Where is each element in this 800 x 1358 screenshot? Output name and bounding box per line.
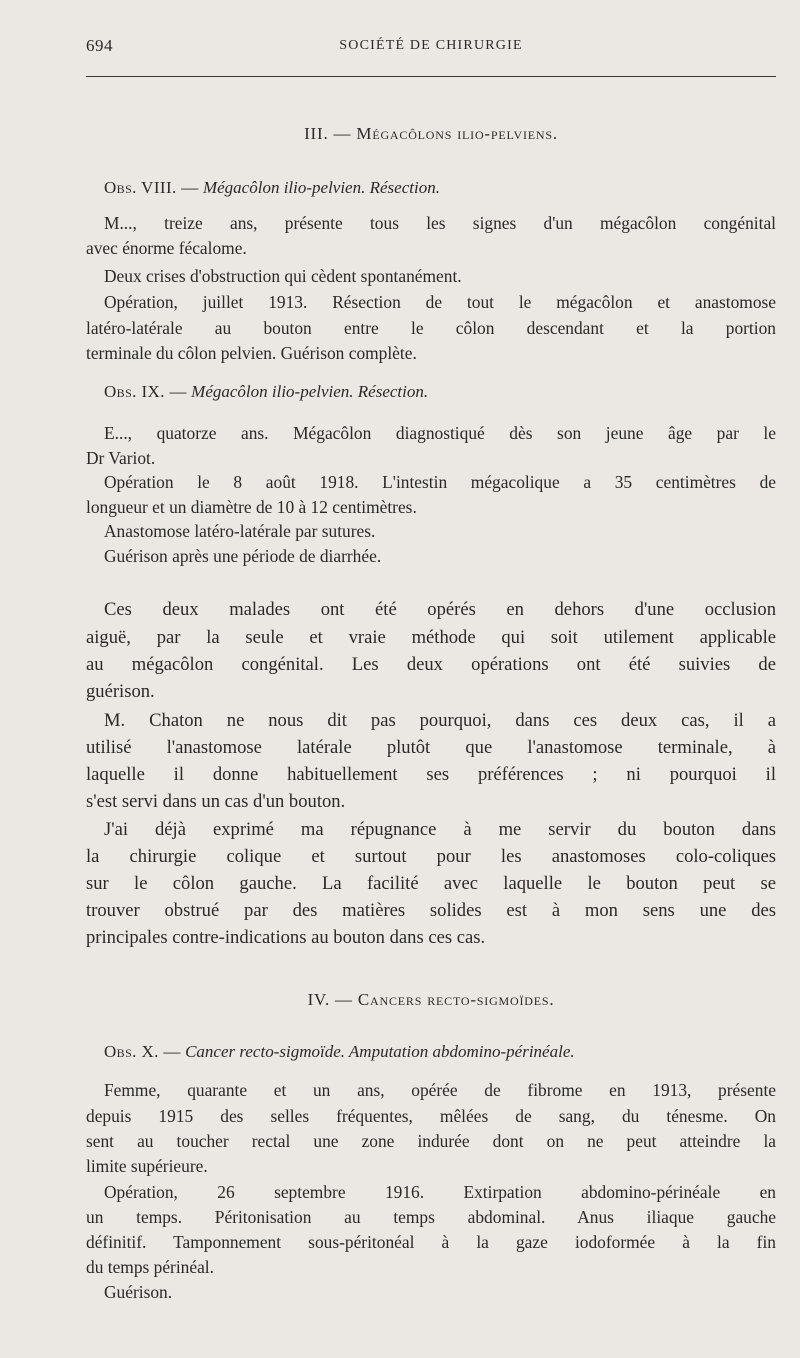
- discussion-line: laquelle il donne habituellement ses préférences ; ni pourquoi il: [86, 764, 776, 785]
- obs-10-line: limite supérieure.: [86, 1156, 208, 1176]
- discussion-line: trouver obstrué par des matières solides est à mon sens une des: [86, 900, 776, 921]
- obs-9-line: Opération le 8 août 1918. L'intestin mégacolique a 35 centimètres de: [104, 472, 776, 492]
- obs-10-line: sent au toucher rectal une zone indurée dont on ne peut atteindre la: [86, 1131, 776, 1151]
- discussion-line: principales contre-indications au bouton dans ces cas.: [86, 927, 486, 948]
- obs-10-line: du temps périnéal.: [86, 1257, 214, 1277]
- running-head: SOCIÉTÉ DE CHIRURGIE: [339, 38, 523, 53]
- discussion-line: au mégacôlon congénital. Les deux opérations ont été suivies de: [86, 654, 776, 675]
- obs-10-heading: [104, 1042, 575, 1062]
- page-header: [86, 36, 776, 60]
- page-number: 694: [86, 36, 113, 55]
- section-title-megacolons: III. — Mégacôlons ilio-pelviens.: [304, 124, 558, 143]
- section-title-cancers: IV. — Cancers recto-sigmoïdes.: [307, 990, 555, 1009]
- discussion-line: utilisé l'anastomose latérale plutôt que l'anastomose terminale, à: [86, 737, 776, 758]
- discussion-line: s'est servi dans un cas d'un bouton.: [86, 791, 346, 812]
- discussion-line: sur le côlon gauche. La facilité avec laquelle le bouton peut se: [86, 873, 776, 894]
- discussion-line: la chirurgie colique et surtout pour les anastomoses colo-coliques: [86, 846, 776, 867]
- discussion-line: J'ai déjà exprimé ma répugnance à me servir du bouton dans: [104, 819, 776, 840]
- obs-8-line: Opération, juillet 1913. Résection de tout le mégacôlon et anastomose: [104, 292, 776, 312]
- obs-8-line: M..., treize ans, présente tous les signes d'un mégacôlon congénital: [104, 213, 776, 233]
- discussion-line: guérison.: [86, 681, 155, 702]
- obs-9-heading: [104, 382, 428, 402]
- discussion-line: M. Chaton ne nous dit pas pourquoi, dans ces deux cas, il a: [104, 710, 776, 731]
- obs-9-line: longueur et un diamètre de 10 à 12 centimètres.: [86, 497, 417, 517]
- obs-9-title: Mégacôlon ilio-pelvien. Résection.: [191, 382, 429, 401]
- obs-9-line: Anastomose latéro-latérale par sutures.: [104, 521, 376, 541]
- obs-9-line: Guérison après une période de diarrhée.: [104, 546, 382, 566]
- obs-10-line: depuis 1915 des selles fréquentes, mêlées de sang, du ténesme. On: [86, 1106, 776, 1126]
- obs-8-title: Mégacôlon ilio-pelvien. Résection.: [202, 178, 440, 197]
- obs-10-label: Obs. X. —: [104, 1042, 181, 1061]
- obs-9-line: Dr Variot.: [86, 448, 156, 468]
- obs-10-line: Opération, 26 septembre 1916. Extirpation abdomino-périnéale en: [104, 1182, 776, 1202]
- obs-10-line: Guérison.: [104, 1282, 173, 1302]
- obs-8-label: Obs. VIII. —: [104, 178, 199, 197]
- obs-8-line: Deux crises d'obstruction qui cèdent spontanément.: [104, 266, 462, 286]
- obs-8-line: terminale du côlon pelvien. Guérison complète.: [86, 343, 417, 363]
- obs-9-line: E..., quatorze ans. Mégacôlon diagnostiqué dès son jeune âge par le: [104, 423, 776, 443]
- obs-10-line: définitif. Tamponnement sous-péritonéal à la gaze iodoformée à la fin: [86, 1232, 776, 1252]
- header-rule: [86, 76, 776, 77]
- obs-8-heading: [104, 178, 440, 198]
- obs-10-title: Cancer recto-sigmoïde. Amputation abdomino-périnéale.: [185, 1042, 575, 1061]
- obs-10-line: un temps. Péritonisation au temps abdominal. Anus iliaque gauche: [86, 1207, 776, 1227]
- discussion-line: aiguë, par la seule et vraie méthode qui soit utilement applicable: [86, 627, 776, 648]
- obs-8-line: avec énorme fécalome.: [86, 238, 247, 258]
- obs-8-line: latéro-latérale au bouton entre le côlon descendant et la portion: [86, 318, 776, 338]
- obs-10-line: Femme, quarante et un ans, opérée de fibrome en 1913, présente: [104, 1080, 776, 1100]
- discussion-line: Ces deux malades ont été opérés en dehors d'une occlusion: [104, 599, 776, 620]
- obs-9-label: Obs. IX. —: [104, 382, 187, 401]
